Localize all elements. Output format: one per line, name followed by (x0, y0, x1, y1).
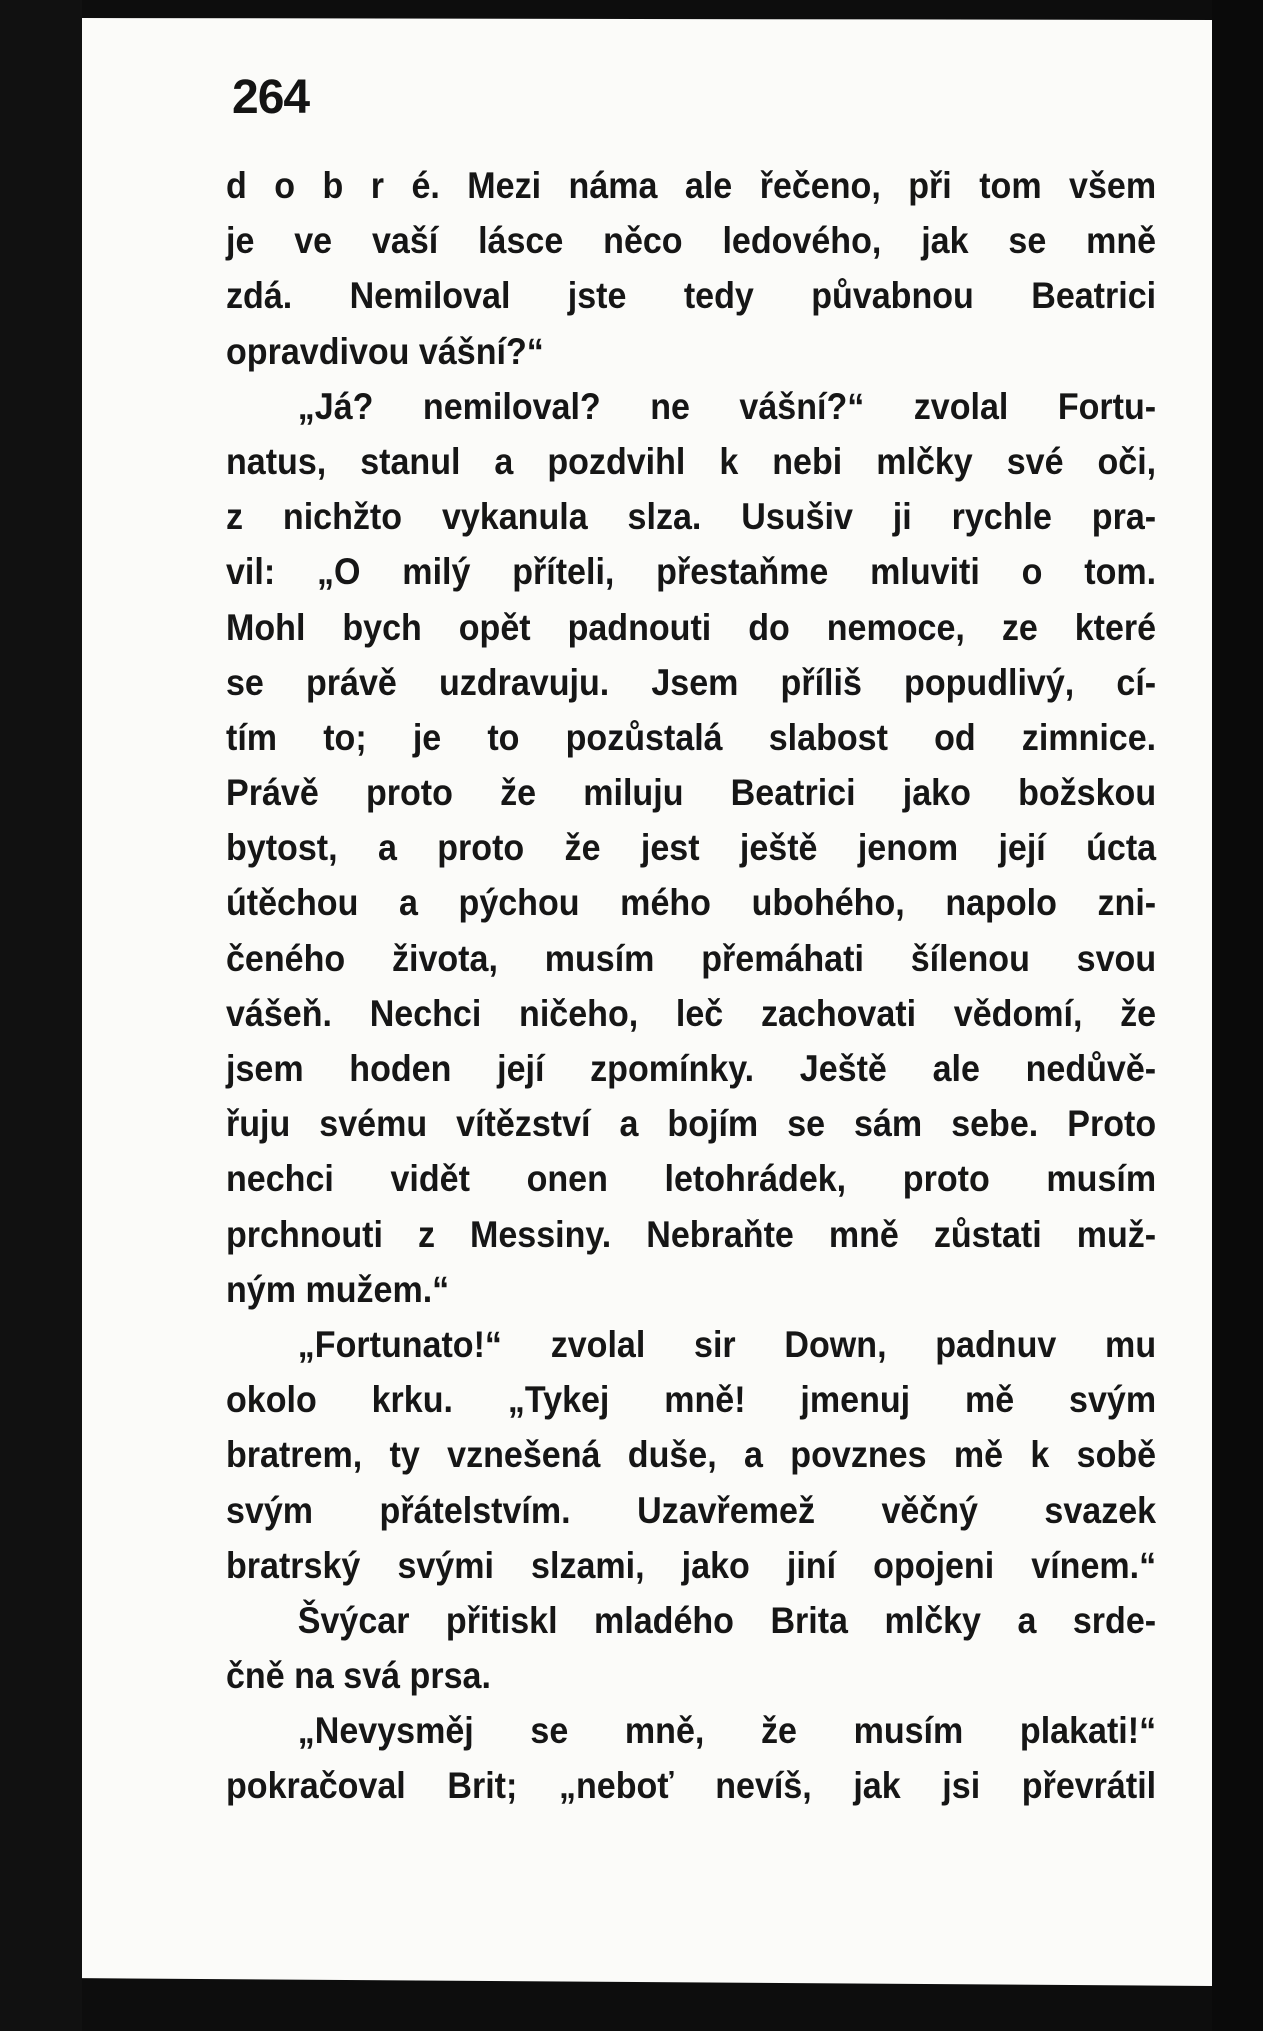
text-line: bratrem, ty vznešená duše, a povznes mě k sobě (226, 1434, 1157, 1476)
text-line: řuju svému vítězství a bojím se sám sebe. Proto (226, 1103, 1157, 1145)
text-line: Mohl bych opět padnouti do nemoce, ze které (226, 606, 1157, 648)
page-number: 264 (232, 71, 310, 124)
text-line: tím to; je to pozůstalá slabost od zimnice. (226, 716, 1157, 758)
text-line: se právě uzdravuju. Jsem příliš popudlivý, cí- (226, 661, 1157, 703)
text-line: vášeň. Nechci ničeho, leč zachovati vědomí, že (226, 992, 1157, 1034)
text-line: okolo krku. „Tykej mně! jmenuj mě svým (226, 1379, 1157, 1421)
text-line: bytost, a proto že jest ještě jenom její úcta (226, 827, 1157, 869)
body-text (226, 158, 1156, 1814)
text-line: ným mužem.“ (226, 1268, 450, 1310)
text-line: svým přátelstvím. Uzavřemež věčný svazek (226, 1489, 1157, 1531)
text-line: prchnouti z Messiny. Nebraňte mně zůstati muž- (226, 1213, 1157, 1255)
text-line: z nichžto vykanula slza. Usušiv ji rychle pra- (226, 496, 1157, 538)
text-line: „Já? nemiloval? ne vášní?“ zvolal Fortu- (297, 385, 1157, 427)
text-line: d o b r é. Mezi náma ale řečeno, při tom všem (226, 165, 1157, 206)
text-line: pokračoval Brit; „neboť nevíš, jak jsi převrátil (226, 1765, 1157, 1807)
text-line: opravdivou vášní?“ (226, 330, 544, 372)
text-line: útěchou a pýchou mého ubohého, napolo zni- (226, 882, 1157, 924)
text-line: bratrský svými slzami, jako jiní opojeni vínem.“ (226, 1544, 1157, 1586)
text-line: „Nevysměj se mně, že musím plakati!“ (297, 1710, 1157, 1752)
text-line: je ve vaší lásce něco ledového, jak se mně (226, 220, 1157, 262)
text-line: vil: „O milý příteli, přestaňme mluviti o tom. (226, 551, 1157, 593)
text-line: čeného života, musím přemáhati šílenou svou (226, 937, 1157, 979)
text-line: nechci vidět onen letohrádek, proto musím (226, 1158, 1157, 1200)
text-line: jsem hoden její zpomínky. Ještě ale nedůvě- (226, 1048, 1157, 1089)
text-line: Právě proto že miluju Beatrici jako božskou (226, 772, 1157, 814)
text-line: „Fortunato!“ zvolal sir Down, padnuv mu (297, 1323, 1157, 1365)
text-line: natus, stanul a pozdvihl k nebi mlčky své oči, (226, 440, 1157, 482)
scan-border-right (1212, 0, 1263, 2031)
text-line: čně na svá prsa. (226, 1655, 491, 1697)
scan-border-left (0, 0, 82, 2031)
text-line: Švýcar přitiskl mladého Brita mlčky a srde- (297, 1599, 1157, 1641)
text-line: zdá. Nemiloval jste tedy půvabnou Beatrici (226, 275, 1157, 317)
